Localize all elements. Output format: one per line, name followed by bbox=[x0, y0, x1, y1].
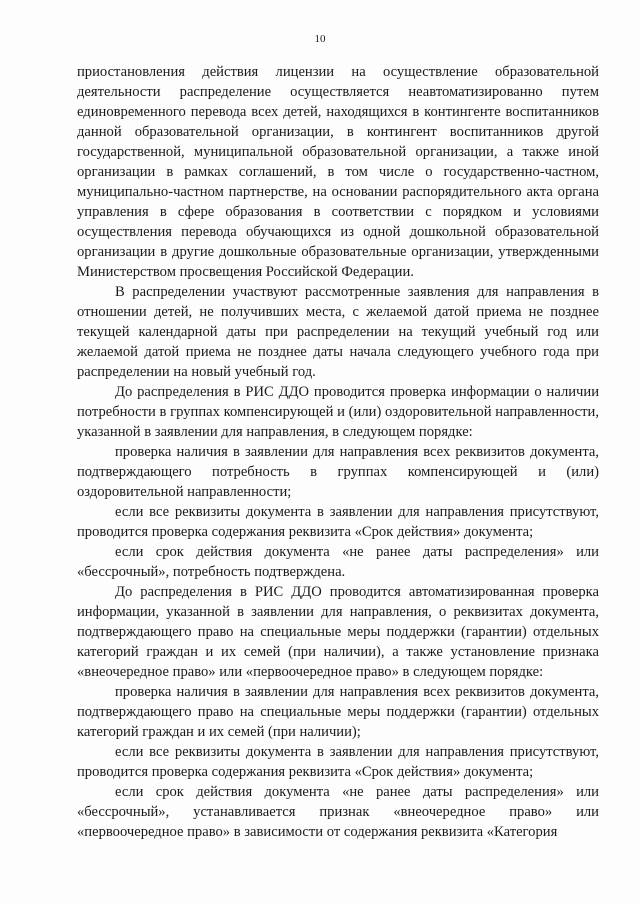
paragraph: если все реквизиты документа в заявлении для направления присутствуют, проводится проверка содержания реквизита «Срок действия» документа; bbox=[77, 744, 599, 780]
paragraph: До распределения в РИС ДДО проводится автоматизированная проверка информации, указанной в заявлении для направления, о реквизитах документа, подтверждающего право на специальные меры поддержки (гарантии) отдельных категорий граждан и их семей (при наличии), а также установление признака «внеочередное право» или «первоочередное право» в следующем порядке: bbox=[77, 584, 599, 680]
paragraph: приостановления действия лицензии на осуществление образовательной деятельности распределение осуществляется неавтоматизированно путем единовременного перевода всех детей, находящихся в контингенте воспитанников данной образовательной организации, в контингент воспитанников другой государственной, муниципальной образовательной организации, а также иной организации в рамках соглашений, в том числе о государственно-частном, муниципально-частном партнерстве, на основании распорядительного акта органа управления в сфере образования в соответствии с порядком и условиями осуществления перевода обучающихся из одной дошкольной образовательной организации в другие дошкольные образовательные организации, утвержденными Министерством просвещения Российской Федерации. bbox=[77, 64, 599, 280]
paragraph: если срок действия документа «не ранее даты распределения» или «бессрочный», потребность подтверждена. bbox=[77, 544, 599, 580]
paragraph: если все реквизиты документа в заявлении для направления присутствуют, проводится проверка содержания реквизита «Срок действия» документа; bbox=[77, 504, 599, 540]
document-body bbox=[77, 62, 599, 842]
page-number: 10 bbox=[314, 33, 326, 45]
paragraph: проверка наличия в заявлении для направления всех реквизитов документа, подтверждающего право на специальные меры поддержки (гарантии) отдельных категорий граждан и их семей (при наличии); bbox=[77, 684, 599, 740]
paragraph: До распределения в РИС ДДО проводится проверка информации о наличии потребности в группах компенсирующей и (или) оздоровительной направленности, указанной в заявлении для направления, в следующем порядке: bbox=[77, 384, 599, 440]
paragraph: В распределении участвуют рассмотренные заявления для направления в отношении детей, не получивших места, с желаемой датой приема не позднее текущей календарной даты при распределении на текущий учебный год или желаемой датой приема не позднее даты начала следующего учебного года при распределении на новый учебный год. bbox=[77, 284, 599, 380]
paragraph: проверка наличия в заявлении для направления всех реквизитов документа, подтверждающего потребность в группах компенсирующей и (или) оздоровительной направленности; bbox=[77, 444, 599, 500]
paragraph: если срок действия документа «не ранее даты распределения» или «бессрочный», устанавливается признак «внеочередное право» или «первоочередное право» в зависимости от содержания реквизита «Категория bbox=[77, 784, 599, 840]
